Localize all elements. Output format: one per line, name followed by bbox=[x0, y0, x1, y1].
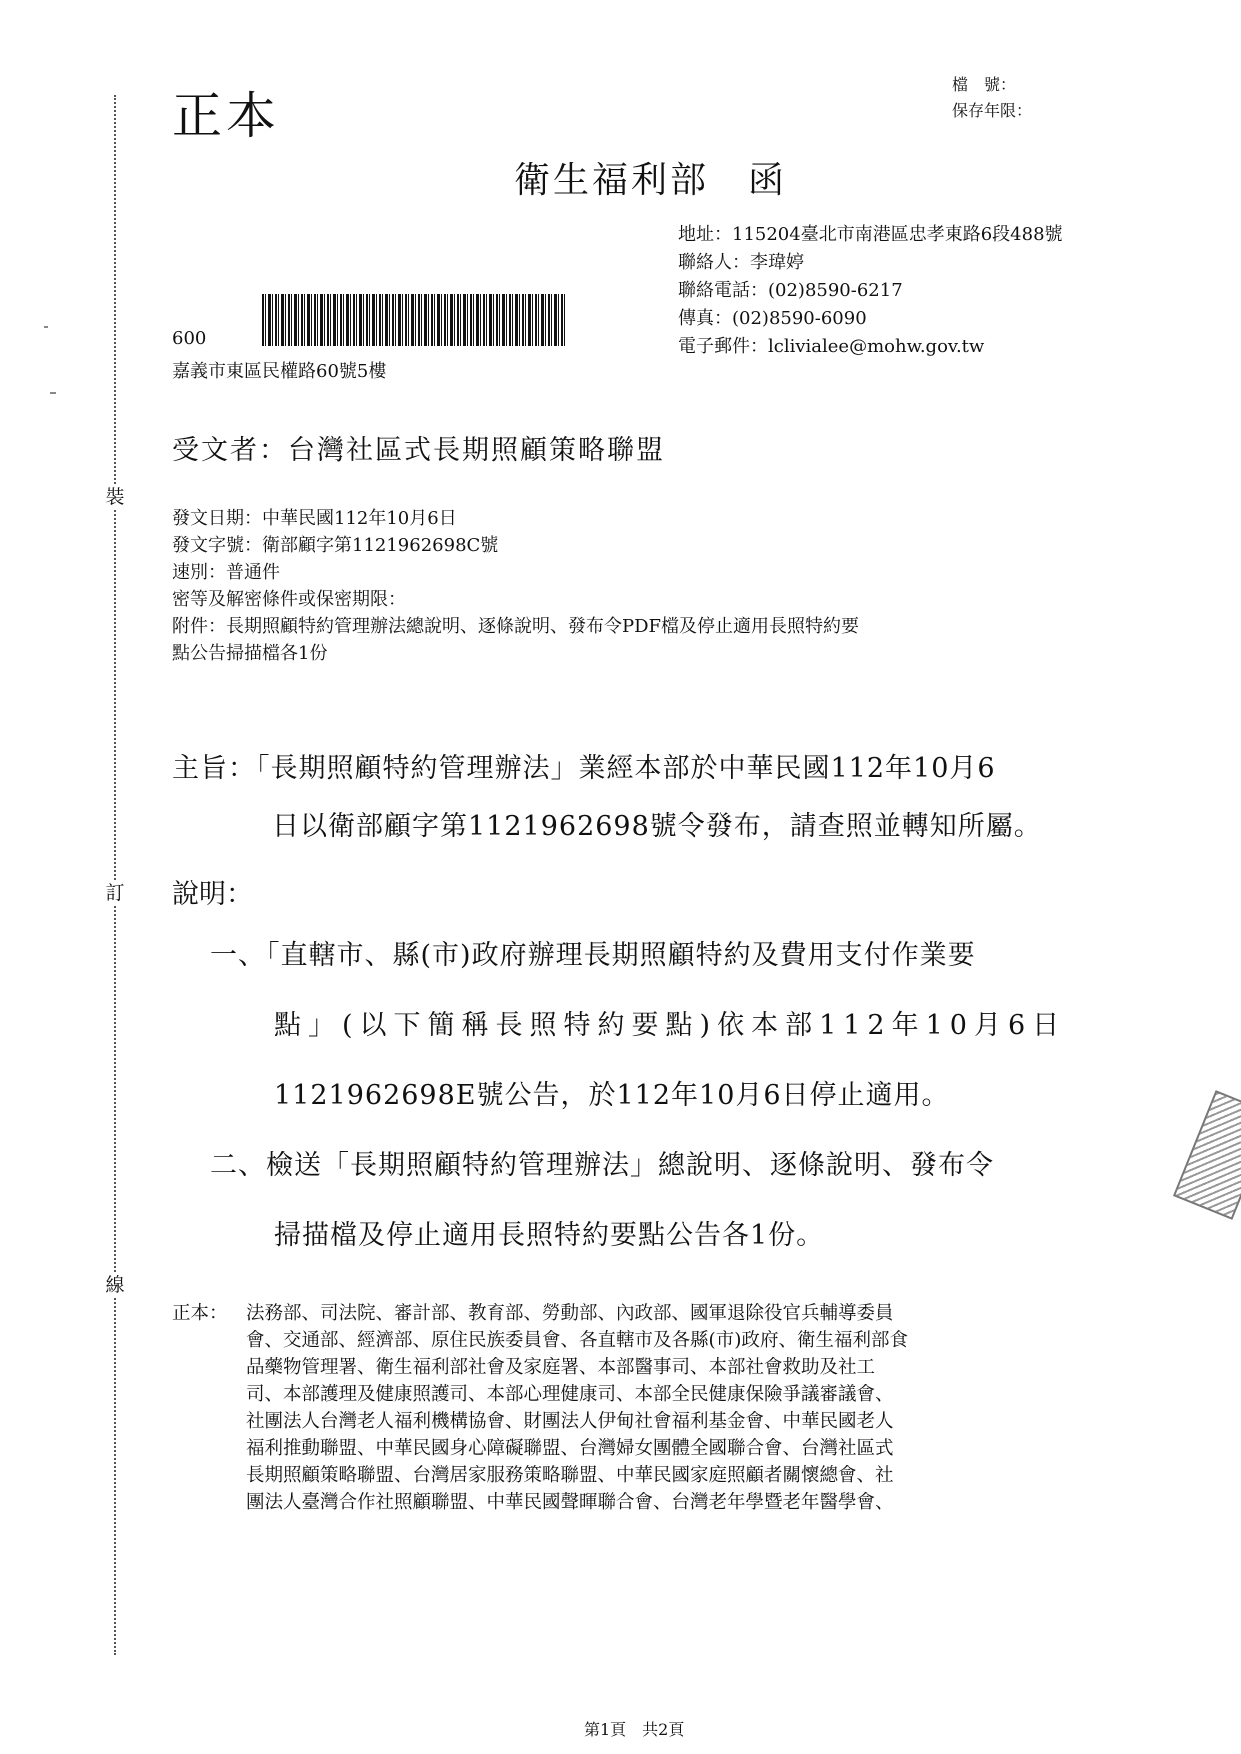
file-info bbox=[952, 72, 1032, 124]
scan-speck bbox=[44, 326, 48, 328]
cc-list bbox=[172, 1300, 908, 1516]
contact-phone: 聯絡電話：(02)8590-6217 bbox=[678, 280, 903, 301]
explanation-label: 說明： bbox=[172, 879, 253, 910]
seal-stamp bbox=[1173, 1090, 1241, 1220]
cc-line: 法務部、司法院、審計部、教育部、勞動部、內政部、國軍退除役官兵輔導委員 bbox=[246, 1303, 894, 1324]
retention-label: 保存年限： bbox=[952, 101, 1033, 120]
cc-line: 社團法人台灣老人福利機構協會、財團法人伊甸社會福利基金會、中華民國老人 bbox=[246, 1411, 894, 1432]
explanation-item1-line3: 1121962698E號公告，於112年10月6日停止適用。 bbox=[274, 1080, 950, 1111]
cc-line: 團法人臺灣合作社照顧聯盟、中華民國聲暉聯合會、台灣老年學暨老年醫學會、 bbox=[246, 1492, 894, 1513]
attachments-line2: 點公告掃描檔各1份 bbox=[172, 643, 328, 664]
document-meta bbox=[172, 505, 859, 667]
contact-email: 電子郵件：lclivialee@mohw.gov.tw bbox=[678, 336, 985, 357]
attachments-line1: 附件：長期照顧特約管理辦法總說明、逐條說明、發布令PDF檔及停止適用長照特約要 bbox=[172, 616, 860, 637]
cc-line: 品藥物管理署、衛生福利部社會及家庭署、本部醫事司、本部社會救助及社工 bbox=[246, 1357, 876, 1378]
barcode bbox=[262, 294, 566, 346]
cc-line: 福利推動聯盟、中華民國身心障礙聯盟、台灣婦女團體全國聯合會、台灣社區式 bbox=[246, 1438, 894, 1459]
cc-line: 會、交通部、經濟部、原住民族委員會、各直轄市及各縣(市)政府、衛生福利部食 bbox=[246, 1330, 908, 1351]
binding-mark-staple: 訂 bbox=[105, 882, 125, 904]
binding-mark-line: 線 bbox=[105, 1274, 125, 1296]
cc-line: 長期照顧策略聯盟、台灣居家服務策略聯盟、中華民國家庭照顧者關懷總會、社 bbox=[246, 1465, 894, 1486]
explanation-item2-line1: 二、檢送「長期照顧特約管理辦法」總說明、逐條說明、發布令 bbox=[210, 1150, 994, 1181]
copy-type-label: 正本 bbox=[172, 87, 280, 145]
org-title: 衛生福利部 函 bbox=[514, 160, 788, 201]
scan-speck bbox=[50, 392, 56, 394]
cc-lines bbox=[246, 1300, 908, 1516]
delivery-speed: 速別：普通件 bbox=[172, 562, 280, 583]
file-number-label: 檔 號： bbox=[952, 75, 1017, 94]
binding-mark-bind: 裝 bbox=[105, 486, 125, 508]
sender-address: 地址：115204臺北市南港區忠孝東路6段488號 bbox=[678, 224, 1063, 245]
subject-line2: 日以衛部顧字第1121962698號令發布，請查照並轉知所屬。 bbox=[272, 811, 1042, 842]
cc-label: 正本： bbox=[172, 1303, 228, 1324]
mailing-address: 嘉義市東區民權路60號5樓 bbox=[172, 361, 387, 382]
sender-contact bbox=[678, 221, 1063, 361]
doc-number: 發文字號：衛部顧字第1121962698C號 bbox=[172, 535, 499, 556]
contact-fax: 傳真：(02)8590-6090 bbox=[678, 308, 867, 329]
secrecy-level: 密等及解密條件或保密期限： bbox=[172, 589, 406, 610]
subject-line1: 主旨：「長期照顧特約管理辦法」業經本部於中華民國112年10月6 bbox=[172, 753, 996, 784]
cc-line: 司、本部護理及健康照護司、本部心理健康司、本部全民健康保險爭議審議會、 bbox=[246, 1384, 894, 1405]
contact-person: 聯絡人：李瑋婷 bbox=[678, 252, 804, 273]
recipient: 受文者：台灣社區式長期照顧策略聯盟 bbox=[172, 435, 665, 466]
explanation-item1-line1: 一、「直轄市、縣(市)政府辦理長期照顧特約及費用支付作業要 bbox=[210, 940, 976, 971]
explanation-item1-line2: 點」(以下簡稱長照特約要點)依本部112年10月6日 bbox=[274, 1010, 1067, 1041]
issue-date: 發文日期：中華民國112年10月6日 bbox=[172, 508, 457, 529]
explanation-item2-line2: 掃描檔及停止適用長照特約要點公告各1份。 bbox=[274, 1220, 825, 1251]
subject bbox=[172, 740, 1042, 856]
mailing-zip: 600 bbox=[172, 328, 207, 349]
binding-dotted-line bbox=[114, 95, 116, 1655]
page-number: 第1頁 共2頁 bbox=[584, 1720, 685, 1739]
